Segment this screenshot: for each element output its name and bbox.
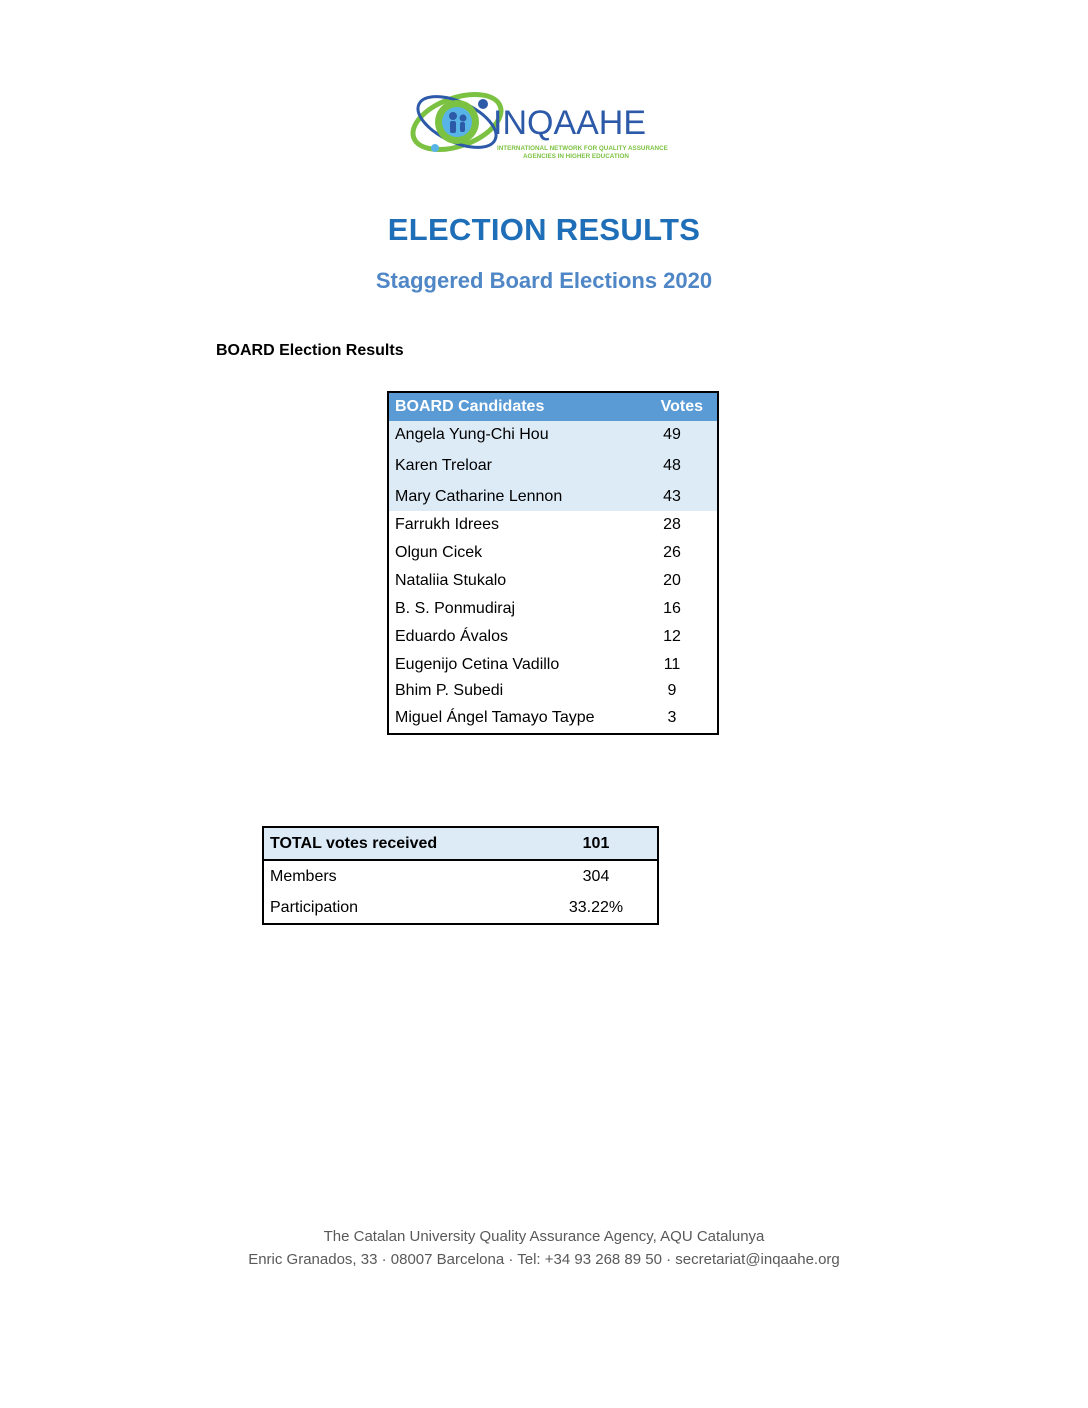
candidate-name: Farrukh Idrees: [395, 516, 500, 533]
candidate-name: B. S. Ponmudiraj: [395, 600, 516, 617]
total-votes-row: [263, 827, 658, 860]
candidate-name: Bhim P. Subedi: [395, 682, 504, 699]
section-heading: BOARD Election Results: [216, 342, 404, 359]
table-row: [388, 483, 718, 511]
candidate-votes: 28: [663, 516, 681, 533]
total-votes-label: TOTAL votes received: [263, 827, 535, 860]
members-value: 304: [582, 867, 610, 885]
candidate-votes: 49: [627, 421, 718, 449]
candidate-name: Miguel Ángel Tamayo Taype: [395, 709, 595, 726]
members-row: [263, 860, 658, 892]
candidate-votes: 3: [667, 709, 677, 726]
candidate-votes: 12: [663, 628, 681, 645]
footer-line-contact: Enric Granados, 33 · 08007 Barcelona · Tel: +34 93 268 89 50 · secretariat@inqaahe.org: [248, 1251, 840, 1268]
participation-label: Participation: [270, 898, 359, 916]
svg-text:INTERNATIONAL NETWORK FOR QUAL: INTERNATIONAL NETWORK FOR QUALITY ASSURANCE: [497, 145, 668, 152]
table-header-row: [388, 392, 718, 421]
totals-table: [262, 826, 659, 925]
candidate-votes: 20: [663, 572, 681, 589]
page-subtitle: Staggered Board Elections 2020: [375, 268, 713, 293]
table-row: [388, 421, 718, 449]
page-title: ELECTION RESULTS: [387, 212, 701, 247]
header-votes: Votes: [627, 392, 718, 421]
participation-value: 33.22%: [568, 898, 624, 916]
candidate-votes: 26: [663, 544, 681, 561]
table-row: [388, 539, 718, 567]
candidate-name: Karen Treloar: [388, 449, 627, 483]
candidate-name: Angela Yung-Chi Hou: [388, 421, 627, 449]
candidate-votes: 16: [663, 600, 681, 617]
table-row: [388, 511, 718, 539]
candidate-name: Nataliia Stukalo: [395, 572, 507, 589]
table-row: [388, 623, 718, 651]
candidate-votes: 48: [627, 449, 718, 483]
table-row: [388, 651, 718, 679]
candidate-votes: 43: [627, 483, 718, 511]
table-row: [388, 679, 718, 703]
members-label: Members: [270, 867, 337, 885]
svg-text:AGENCIES IN HIGHER EDUCATION: AGENCIES IN HIGHER EDUCATION: [523, 153, 629, 160]
table-row: [388, 595, 718, 623]
table-row: [388, 567, 718, 595]
participation-row: [263, 892, 658, 924]
table-row: [388, 449, 718, 483]
svg-text:INQAAHE: INQAAHE: [493, 104, 647, 142]
footer: [0, 1225, 1088, 1271]
inqaahe-logo: [405, 76, 675, 174]
header-candidates: BOARD Candidates: [388, 392, 627, 421]
table-row: [388, 703, 718, 734]
candidate-name: Olgun Cicek: [395, 544, 483, 561]
candidate-name: Mary Catharine Lennon: [388, 483, 627, 511]
candidate-votes: 11: [663, 656, 681, 673]
footer-line-agency: The Catalan University Quality Assurance Agency, AQU Catalunya: [323, 1228, 765, 1245]
board-results-table: [387, 391, 719, 735]
total-votes-value: 101: [535, 827, 658, 860]
candidate-votes: 9: [667, 682, 677, 699]
candidate-name: Eugenijo Cetina Vadillo: [395, 656, 560, 673]
candidate-name: Eduardo Ávalos: [395, 628, 508, 645]
